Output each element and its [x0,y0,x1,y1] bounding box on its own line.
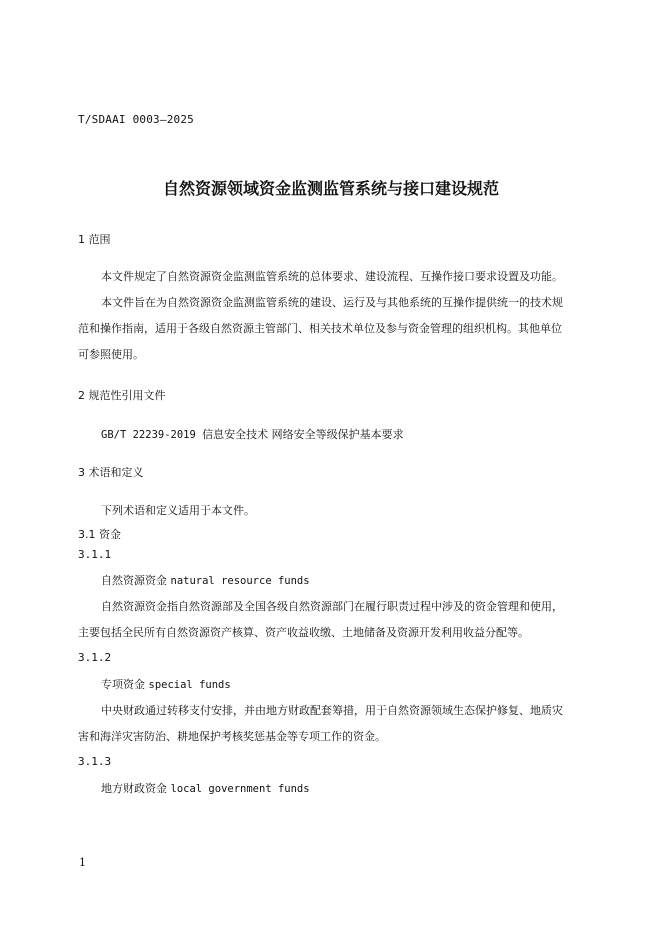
page-number: 1 [79,856,86,869]
document-title: 自然资源领域资金监测监管系统与接口建设规范 [162,179,499,198]
section-1-para-1: 本文件规定了自然资源资金监测监管系统的总体要求、建设流程、互操作接口要求设置及功能。 [101,270,563,283]
term-3-1-3-title [101,780,310,796]
subsection-3-1-heading: 3.1 资金 [78,528,121,541]
reference-title: 信息安全技术 网络安全等级保护基本要求 [202,428,404,441]
section-3-heading: 3 术语和定义 [78,466,144,479]
term-3-1-1-en: natural resource funds [170,575,310,587]
reference-code: GB/T 22239-2019 [101,429,196,441]
term-3-1-3-number: 3.1.3 [78,755,112,768]
term-3-1-2-def-line-2: 害和海洋灾害防治、耕地保护考核奖惩基金等专项工作的资金。 [78,730,386,743]
term-3-1-2-def-line-1: 中央财政通过转移支付安排，并由地方财政配套筹措，用于自然资源领域生态保护修复、地质灾 [101,704,563,717]
term-3-1-1-title [101,572,310,588]
section-1-heading: 1 范围 [78,233,111,246]
term-3-1-2-title [101,676,231,692]
term-3-1-3-en: local government funds [170,783,310,795]
term-3-1-1-zh: 自然资源资金 [101,574,167,587]
term-3-1-2-number: 3.1.2 [78,651,112,664]
section-1-para-2-line-3: 可参照使用。 [78,348,144,361]
section-1-para-2-line-2: 范和操作指南，适用于各级自然资源主管部门、相关技术单位及参与资金管理的组织机构。其他单位 [78,322,562,335]
term-3-1-1-def-line-2: 主要包括全民所有自然资源资产核算、资产收益收缴、土地储备及资源开发利用收益分配等。 [78,626,529,639]
term-3-1-3-zh: 地方财政资金 [101,782,167,795]
term-3-1-2-zh: 专项资金 [101,678,145,691]
term-3-1-1-number: 3.1.1 [78,548,112,561]
section-2-heading: 2 规范性引用文件 [78,389,166,402]
section-3-intro: 下列术语和定义适用于本文件。 [101,504,255,517]
standard-code: T/SDAAI 0003—2025 [78,113,194,126]
term-3-1-2-en: special funds [148,679,231,691]
normative-reference [101,426,404,442]
term-3-1-1-def-line-1: 自然资源资金指自然资源部及全国各级自然资源部门在履行职责过程中涉及的资金管理和使用， [101,600,563,613]
section-1-para-2-line-1: 本文件旨在为自然资源资金监测监管系统的建设、运行及与其他系统的互操作提供统一的技术规 [101,296,563,309]
